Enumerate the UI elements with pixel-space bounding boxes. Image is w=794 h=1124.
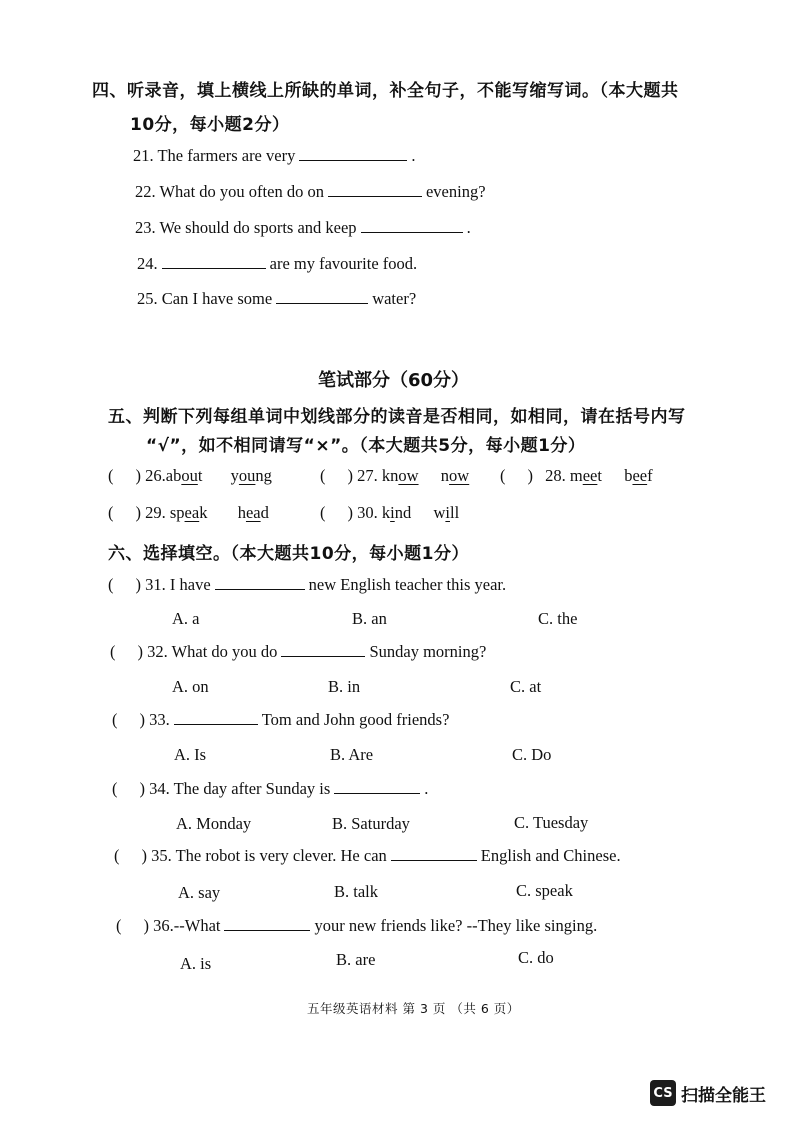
- option-c: C. do: [518, 948, 554, 967]
- option-b: B. an: [352, 609, 387, 628]
- option-a: A. on: [172, 677, 209, 696]
- answer-blank[interactable]: [162, 267, 266, 269]
- item-number: 26.: [145, 466, 166, 485]
- option-a: A. is: [180, 954, 212, 973]
- question-text: Tom and John good friends?: [261, 710, 450, 729]
- open-paren: (: [500, 466, 506, 485]
- underlined-letters: i: [445, 503, 450, 522]
- question-text: 21. The farmers are very: [133, 146, 296, 165]
- question-text: .: [466, 218, 471, 237]
- item-number: 30.: [357, 503, 378, 522]
- close-paren: ): [139, 779, 145, 798]
- word-part: d: [260, 503, 269, 522]
- item-number: 29.: [145, 503, 166, 522]
- question-text: 22. What do you often do on: [135, 182, 324, 201]
- close-paren: ): [135, 575, 141, 594]
- underlined-letters: ou: [181, 466, 198, 485]
- underlined-letters: ow: [398, 466, 419, 485]
- close-paren: ): [347, 466, 353, 485]
- word-part: k: [381, 503, 391, 522]
- underlined-letters: ee: [632, 466, 648, 485]
- judge-item-27: [320, 466, 469, 486]
- option-b: B. Saturday: [332, 814, 410, 833]
- question-21: [133, 146, 415, 166]
- choice-question-35: [114, 846, 621, 866]
- option-c: C. the: [538, 609, 578, 628]
- option-a: A. a: [172, 609, 200, 628]
- word-part: y: [230, 466, 239, 485]
- judge-item-28: [500, 466, 653, 486]
- word-part: kn: [381, 466, 399, 485]
- word-part: h: [237, 503, 246, 522]
- option-c: C. Do: [512, 745, 552, 764]
- question-23: [135, 218, 471, 238]
- choice-question-34: [112, 779, 428, 799]
- scanner-watermark: [650, 1080, 766, 1106]
- question-text: 24.: [137, 254, 158, 273]
- open-paren: (: [320, 503, 326, 522]
- section-6-heading: 六、选择填空。（本大题共10分，每小题1分）: [108, 544, 469, 564]
- close-paren: ): [135, 466, 141, 485]
- question-text: evening?: [425, 182, 486, 201]
- question-25: [137, 289, 416, 309]
- choice-question-36: [116, 916, 597, 936]
- open-paren: (: [320, 466, 326, 485]
- watermark-text: 扫描全能王: [681, 1085, 766, 1106]
- question-text: water?: [372, 289, 417, 308]
- page-footer: 五年级英语材料 第 3 页 （共 6 页）: [307, 1001, 520, 1016]
- answer-blank[interactable]: [361, 231, 463, 233]
- word-part: sp: [169, 503, 185, 522]
- word-part: b: [624, 466, 633, 485]
- answer-blank[interactable]: [299, 159, 407, 161]
- choice-question-32: [110, 642, 486, 662]
- close-paren: ): [137, 642, 143, 661]
- section-5-heading-line2: “√”，如不相同请写“×”。（本大题共5分，每小题1分）: [146, 436, 586, 456]
- word-part: t: [597, 466, 602, 485]
- question-22: [135, 182, 486, 202]
- word-part: ng: [255, 466, 272, 485]
- option-b: B. are: [336, 950, 376, 969]
- written-part-title: 笔试部分（60分）: [318, 370, 470, 391]
- answer-blank: [224, 929, 310, 931]
- question-text: English and Chinese.: [480, 846, 621, 865]
- open-paren: (: [112, 779, 118, 798]
- answer-blank: [174, 723, 258, 725]
- answer-blank: [391, 859, 477, 861]
- word-part: t: [197, 466, 203, 485]
- underlined-letters: ou: [238, 466, 256, 485]
- option-a: A. Is: [174, 745, 207, 764]
- open-paren: (: [110, 642, 116, 661]
- question-text: 25. Can I have some: [137, 289, 273, 308]
- option-a: A. Monday: [176, 814, 252, 833]
- question-text: 36.--What: [153, 916, 221, 935]
- question-text: 34. The day after Sunday is: [149, 779, 331, 798]
- open-paren: (: [108, 503, 114, 522]
- choice-question-33: [112, 710, 449, 730]
- judge-item-29: [108, 503, 269, 523]
- question-text: 31. I have: [145, 575, 211, 594]
- close-paren: ): [143, 916, 149, 935]
- camscanner-icon: CS: [650, 1080, 676, 1106]
- answer-blank[interactable]: [276, 302, 368, 304]
- question-text: .: [411, 146, 416, 165]
- option-c: C. speak: [516, 881, 573, 900]
- word-part: nd: [394, 503, 412, 522]
- option-a: A. say: [178, 883, 221, 902]
- word-part: m: [569, 466, 583, 485]
- word-part: f: [647, 466, 653, 485]
- question-text: your new friends like? --They like singing.: [314, 916, 598, 935]
- open-paren: (: [112, 710, 118, 729]
- option-b: B. talk: [334, 882, 378, 901]
- close-paren: ): [139, 710, 145, 729]
- word-part: k: [199, 503, 208, 522]
- word-part: ll: [449, 503, 460, 522]
- close-paren: ): [141, 846, 147, 865]
- answer-blank: [215, 588, 305, 590]
- answer-blank: [334, 792, 420, 794]
- question-text: new English teacher this year.: [308, 575, 507, 594]
- open-paren: (: [116, 916, 122, 935]
- section-4-heading-line1: 四、听录音，填上横线上所缺的单词，补全句子，不能写缩写词。（本大题共: [92, 81, 679, 101]
- close-paren: ): [135, 503, 141, 522]
- underlined-letters: i: [390, 503, 395, 522]
- underlined-letters: ow: [449, 466, 470, 485]
- judge-item-26: [108, 466, 272, 486]
- open-paren: (: [114, 846, 120, 865]
- question-text: .: [424, 779, 429, 798]
- item-number: 28.: [545, 466, 566, 485]
- open-paren: (: [108, 575, 114, 594]
- option-b: B. Are: [330, 745, 374, 764]
- question-24: [137, 254, 417, 274]
- close-paren: ): [347, 503, 353, 522]
- section-4-heading-line2: 10分，每小题2分）: [130, 115, 290, 135]
- item-number: 27.: [357, 466, 378, 485]
- word-part: w: [433, 503, 446, 522]
- option-c: C. Tuesday: [514, 813, 589, 832]
- open-paren: (: [108, 466, 114, 485]
- underlined-letters: ea: [245, 503, 261, 522]
- question-text: 33.: [149, 710, 170, 729]
- question-text: 32. What do you do: [147, 642, 278, 661]
- underlined-letters: ee: [582, 466, 598, 485]
- answer-blank: [281, 655, 365, 657]
- word-part: ab: [165, 466, 182, 485]
- underlined-letters: ea: [184, 503, 200, 522]
- word-part: n: [440, 466, 450, 485]
- option-b: B. in: [328, 677, 361, 696]
- question-text: 35. The robot is very clever. He can: [151, 846, 387, 865]
- option-c: C. at: [510, 677, 542, 696]
- question-text: 23. We should do sports and keep: [135, 218, 357, 237]
- answer-blank[interactable]: [328, 195, 422, 197]
- judge-item-30: [320, 503, 459, 523]
- section-5-heading-line1: 五、判断下列每组单词中划线部分的读音是否相同，如相同，请在括号内写: [108, 407, 686, 427]
- question-text: are my favourite food.: [269, 254, 418, 273]
- question-text: Sunday morning?: [369, 642, 487, 661]
- close-paren: ): [527, 466, 533, 485]
- choice-question-31: [108, 575, 506, 595]
